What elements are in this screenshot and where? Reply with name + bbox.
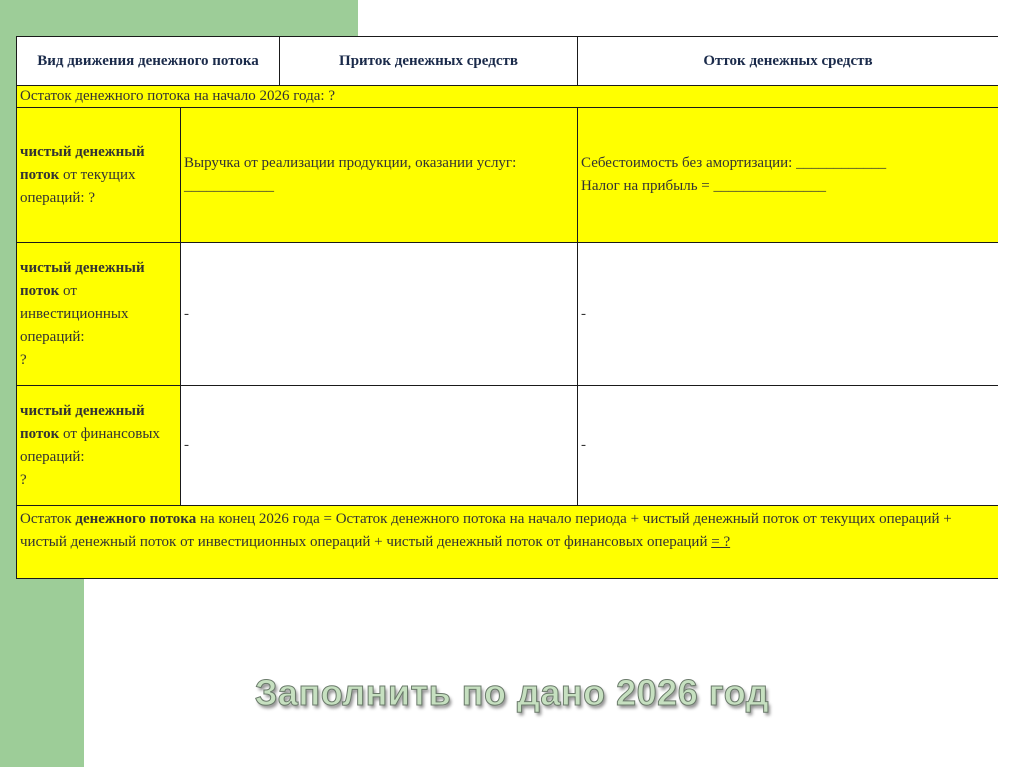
end-balance-row — [17, 506, 998, 578]
row-financing-type-rest: от финансовых операций: — [20, 425, 160, 465]
header-type: Вид движения денежного потока — [17, 37, 280, 86]
row-operating-inflow — [181, 108, 578, 243]
row-operating-outflow — [578, 108, 998, 243]
row-operating-outflow-line2: Налог на прибыль = _______________ — [581, 178, 826, 194]
row-operating-type-bold: чистый денежный поток — [20, 143, 145, 183]
row-investing-type-q: ? — [20, 351, 27, 368]
start-balance-row: Остаток денежного потока на начало 2026 года: ? — [17, 86, 998, 108]
end-balance-bold: денежного потока — [75, 511, 197, 527]
end-balance-part2: на конец 2026 года = Остаток денежного потока на начало периода + чистый денежный поток от текущих операций + чистый денежный поток от инвестиционных операций + чистый денежный поток от финансовых операций — [20, 511, 952, 550]
slide-caption: Заполнить по дано 2026 год — [254, 672, 770, 713]
row-investing-type-rest: от инвестиционных операций: — [20, 282, 129, 345]
row-operating-inflow-text: Выручка от реализации продукции, оказании услуг: ____________ — [184, 155, 517, 194]
row-financing-inflow: - — [181, 386, 578, 506]
header-inflow: Приток денежных средств — [280, 37, 578, 86]
row-operating-type — [17, 108, 181, 243]
row-operating-outflow-line1: Себестоимость без амортизации: ____________ — [581, 155, 887, 171]
row-investing-outflow: - — [578, 243, 998, 386]
row-financing-type-bold: чистый денежный поток — [20, 402, 145, 442]
row-investing-type — [17, 243, 181, 386]
row-operating-type-rest: от текущих операций: ? — [20, 166, 136, 206]
row-financing-type-q: ? — [20, 471, 27, 488]
row-financing-type — [17, 386, 181, 506]
header-outflow: Отток денежных средств — [578, 37, 998, 86]
end-balance-result: = ? — [711, 534, 731, 550]
cash-flow-table — [16, 36, 998, 579]
end-balance-part1: Остаток — [20, 511, 76, 527]
row-financing-outflow: - — [578, 386, 998, 506]
row-investing-type-bold: чистый денежный поток — [20, 259, 145, 299]
row-investing-inflow: - — [181, 243, 578, 386]
